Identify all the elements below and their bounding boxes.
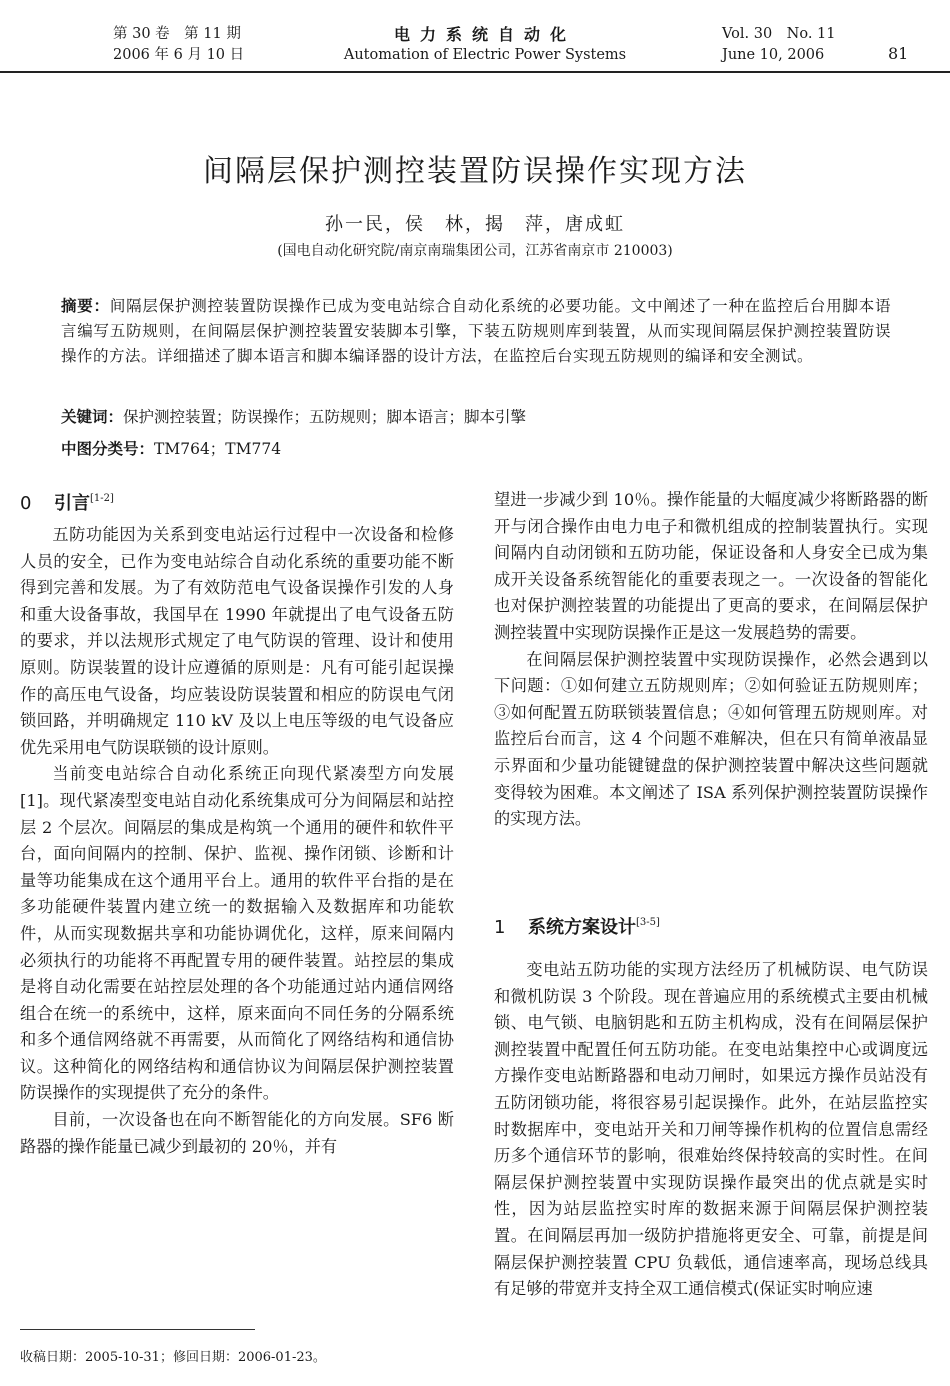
citation-ref: [3-5] bbox=[636, 917, 660, 928]
right-column-top bbox=[494, 487, 928, 833]
abstract-label: 摘要： bbox=[61, 297, 110, 315]
clc-text: TM764；TM774 bbox=[154, 440, 282, 458]
volume-issue-english: Vol. 30 No. 11 bbox=[722, 26, 836, 42]
section-heading-system-design bbox=[494, 913, 660, 939]
section-number: 1 bbox=[494, 917, 506, 938]
volume-issue-line: 第 30 卷 第 11 期 bbox=[113, 26, 241, 42]
section-title: 系统方案设计 bbox=[528, 917, 636, 938]
keywords bbox=[61, 405, 891, 430]
paragraph: 望进一步减少到 10％。操作能量的大幅度减少将断路器的断开与闭合操作由电力电子和微机组成的控制装置执行。实现间隔内自动闭锁和五防功能，保证设备和人身安全已成为集成开关设备系统智能化的重要表现之一。一次设备的智能化也对保护测控装置的功能提出了更高的要求，在间隔层保护测控装置中实现防误操作正是这一发展趋势的需要。 bbox=[494, 490, 928, 642]
clc-label: 中图分类号： bbox=[61, 440, 155, 458]
issue-date-english: June 10, 2006 bbox=[722, 47, 825, 63]
abstract-text: 间隔层保护测控装置防误操作已成为变电站综合自动化系统的必要功能。文中阐述了一种在监控后台用脚本语言编写五防规则，在间隔层保护测控装置安装脚本引擎，下装五防规则库到装置，从而实现间隔层保护测控装置防误操作的方法。详细描述了脚本语言和脚本编译器的设计方法，在监控后台实现五防规则的编译和安全测试。 bbox=[61, 297, 891, 365]
left-column bbox=[20, 522, 454, 1160]
paper-title: 间隔层保护测控装置防误操作实现方法 bbox=[203, 154, 747, 189]
header-divider bbox=[0, 71, 950, 73]
issue-date-line: 2006 年 6 月 10 日 bbox=[113, 47, 245, 63]
page-number: 81 bbox=[888, 44, 909, 63]
classification-number bbox=[61, 437, 891, 462]
journal-volume-issue bbox=[113, 24, 244, 66]
journal-name-english: Automation of Electric Power Systems bbox=[343, 47, 627, 63]
journal-volume-english bbox=[722, 24, 836, 66]
paragraph: 五防功能因为关系到变电站运行过程中一次设备和检修人员的安全，已作为变电站综合自动化系统的重要功能不断得到完善和发展。为了有效防范电气设备误操作引发的人身和重大设备事故，我国早在 1990 年就提出了电气设备五防的要求，并以法规形式规定了电气防误的管理、设计和使用原则。防误装置的设计应遵循的原则是：凡有可能引起误操作的高压电气设备，均应装设防误装置和相应的防误电气闭锁回路，并明确规定 110 kV 及以上电压等级的电气设备应优先采用电气防误联锁的设计原则。 bbox=[20, 525, 454, 757]
journal-name-chinese: 电力系统自动化 bbox=[393, 25, 576, 44]
section-title: 引言 bbox=[54, 493, 90, 514]
author-list: 孙一民，侯 林，揭 萍，唐成虹 bbox=[325, 214, 625, 235]
section-heading-introduction bbox=[20, 489, 114, 515]
journal-name bbox=[300, 24, 670, 66]
citation-ref: [1-2] bbox=[90, 493, 114, 504]
paragraph: 变电站五防功能的实现方法经历了机械防误、电气防误和微机防误 3 个阶段。现在普遍应用的系统模式主要由机械锁、电气锁、电脑钥匙和五防主机构成，没有在间隔层保护测控装置中配置任何五防功能。在变电站集控中心或调度远方操作变电站断路器和电动刀闸时，如果远方操作员站没有五防闭锁功能，将很容易引起误操作。此外，在站层监控实时数据库中，变电站开关和刀闸等操作机构的位置信息需经历多个通信环节的影响，很难始终保持较高的实时性。在间隔层保护测控装置中实现防误操作最突出的优点就是实时性，因为站层监控实时库的数据来源于间隔层保护测控装置。在间隔层再加一级防护措施将更安全、可靠，前提是间隔层保护测控装置 CPU 负载低，通信速率高，现场总线具有足够的带宽并支持全双工通信模式(保证实时响应速 bbox=[494, 960, 928, 1299]
received-date-footnote: 收稿日期：2005-10-31；修回日期：2006-01-23。 bbox=[20, 1350, 326, 1365]
paragraph: 在间隔层保护测控装置中实现防误操作，必然会遇到以下问题：①如何建立五防规则库；②如何验证五防规则库；③如何配置五防联锁装置信息；④如何管理五防规则库。对监控后台而言，这 4 个问题不难解决，但在只有简单液晶显示界面和少量功能键键盘的保护测控装置中解决这些问题就变得较为困难。本文阐述了 ISA 系列保护测控装置防误操作的实现方法。 bbox=[494, 649, 928, 829]
footnote-divider bbox=[20, 1329, 255, 1330]
abstract bbox=[61, 294, 891, 369]
paragraph: 目前，一次设备也在向不断智能化的方向发展。SF6 断路器的操作能量已减少到最初的 20％，并有 bbox=[20, 1110, 454, 1156]
keywords-text: 保护测控装置；防误操作；五防规则；脚本语言；脚本引擎 bbox=[123, 408, 527, 426]
right-column-bottom bbox=[494, 957, 928, 1303]
keywords-label: 关键词： bbox=[61, 408, 124, 426]
section-number: 0 bbox=[20, 493, 32, 514]
affiliation: (国电自动化研究院/南京南瑞集团公司，江苏省南京市 210003) bbox=[277, 243, 673, 259]
paragraph: 当前变电站综合自动化系统正向现代紧凑型方向发展[1]。现代紧凑型变电站自动化系统集成可分为间隔层和站控层 2 个层次。间隔层的集成是构筑一个通用的硬件和软件平台，面向间隔内的控制、保护、监视、操作闭锁、诊断和计量等功能集成在这个通用平台上。通用的软件平台指的是在多功能硬件装置内建立统一的数据输入及数据库和功能软件，从而实现数据共享和功能协调优化，这样，原来间隔内必须执行的功能将不再配置专用的硬件装置。站控层的集成是将自动化需要在站控层处理的各个功能通过站内通信网络组合在统一的系统中，这样，原来面向不同任务的分隔系统和多个通信网络就不再需要，从而简化了网络结构和通信协议。这种简化的网络结构和通信协议为间隔层保护测控装置防误操作的实现提供了充分的条件。 bbox=[20, 764, 454, 1103]
